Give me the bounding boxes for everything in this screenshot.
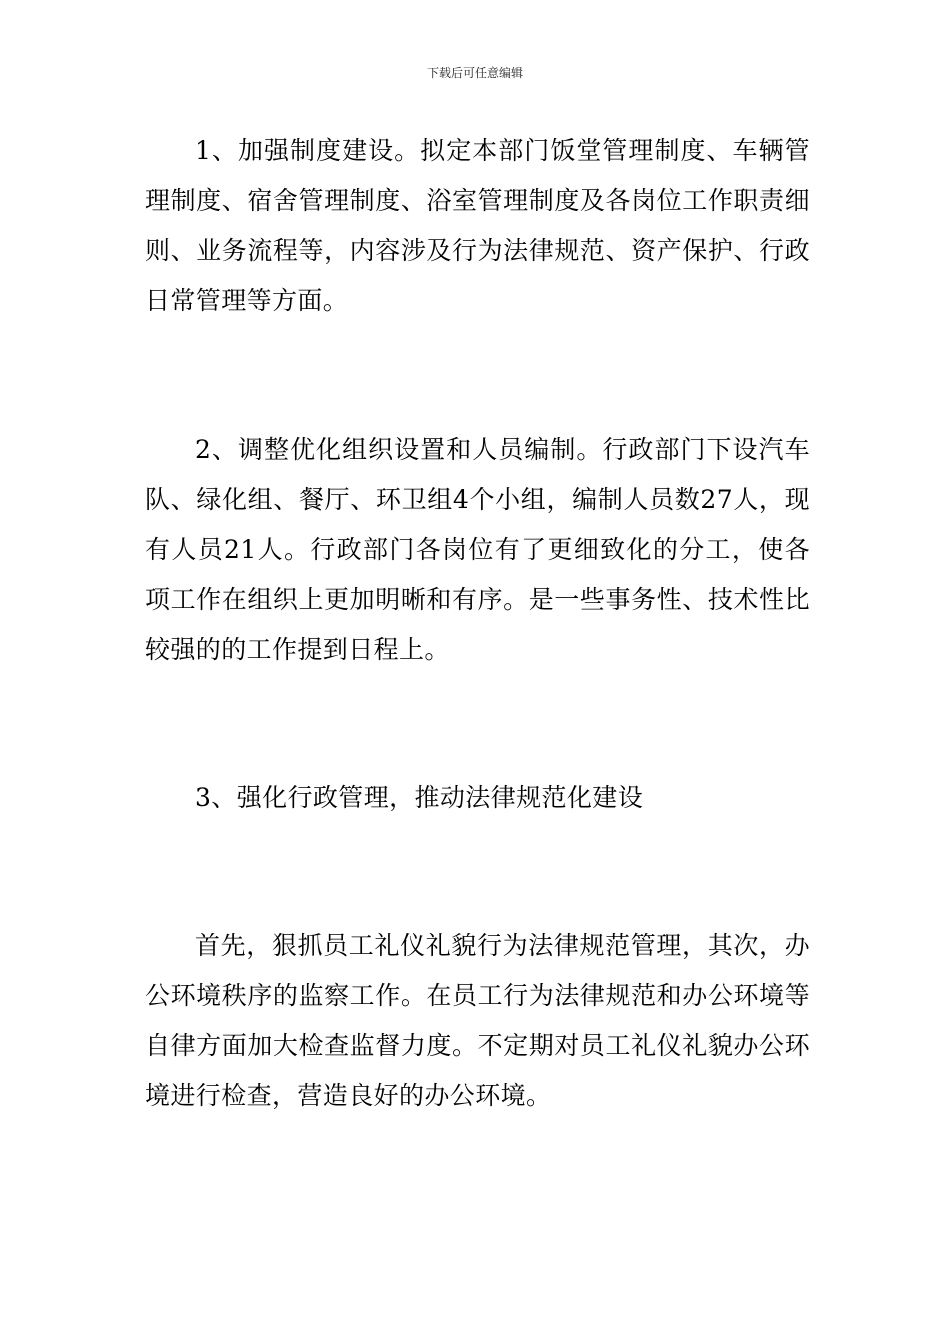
page-header: 下载后可任意编辑	[426, 66, 523, 80]
paragraph-system-building: 1、加强制度建设。拟定本部门饭堂管理制度、车辆管理制度、宿舍管理制度、浴室管理制度及各岗位工作职责细则、业务流程等，内容涉及行为法律规范、资产保护、行政日常管理等方面。	[145, 136, 810, 315]
paragraph-employee-conduct: 首先，狠抓员工礼仪礼貌行为法律规范管理，其次，办公环境秩序的监察工作。在员工行为法律规范和办公环境等自律方面加大检查监督力度。不定期对员工礼仪礼貌办公环境进行检查，营造良好的办公环境。	[145, 931, 810, 1110]
paragraph-admin-management-heading: 3、强化行政管理，推动法律规范化建设	[195, 783, 644, 812]
paragraph-organization-staffing: 2、调整优化组织设置和人员编制。行政部门下设汽车队、绿化组、餐厅、环卫组4个小组，编制人员数27人，现有人员21人。行政部门各岗位有了更细致化的分工，使各项工作在组织上更加明晰和有序。是一些事务性、技术性比较强的的工作提到日程上。	[145, 435, 810, 664]
